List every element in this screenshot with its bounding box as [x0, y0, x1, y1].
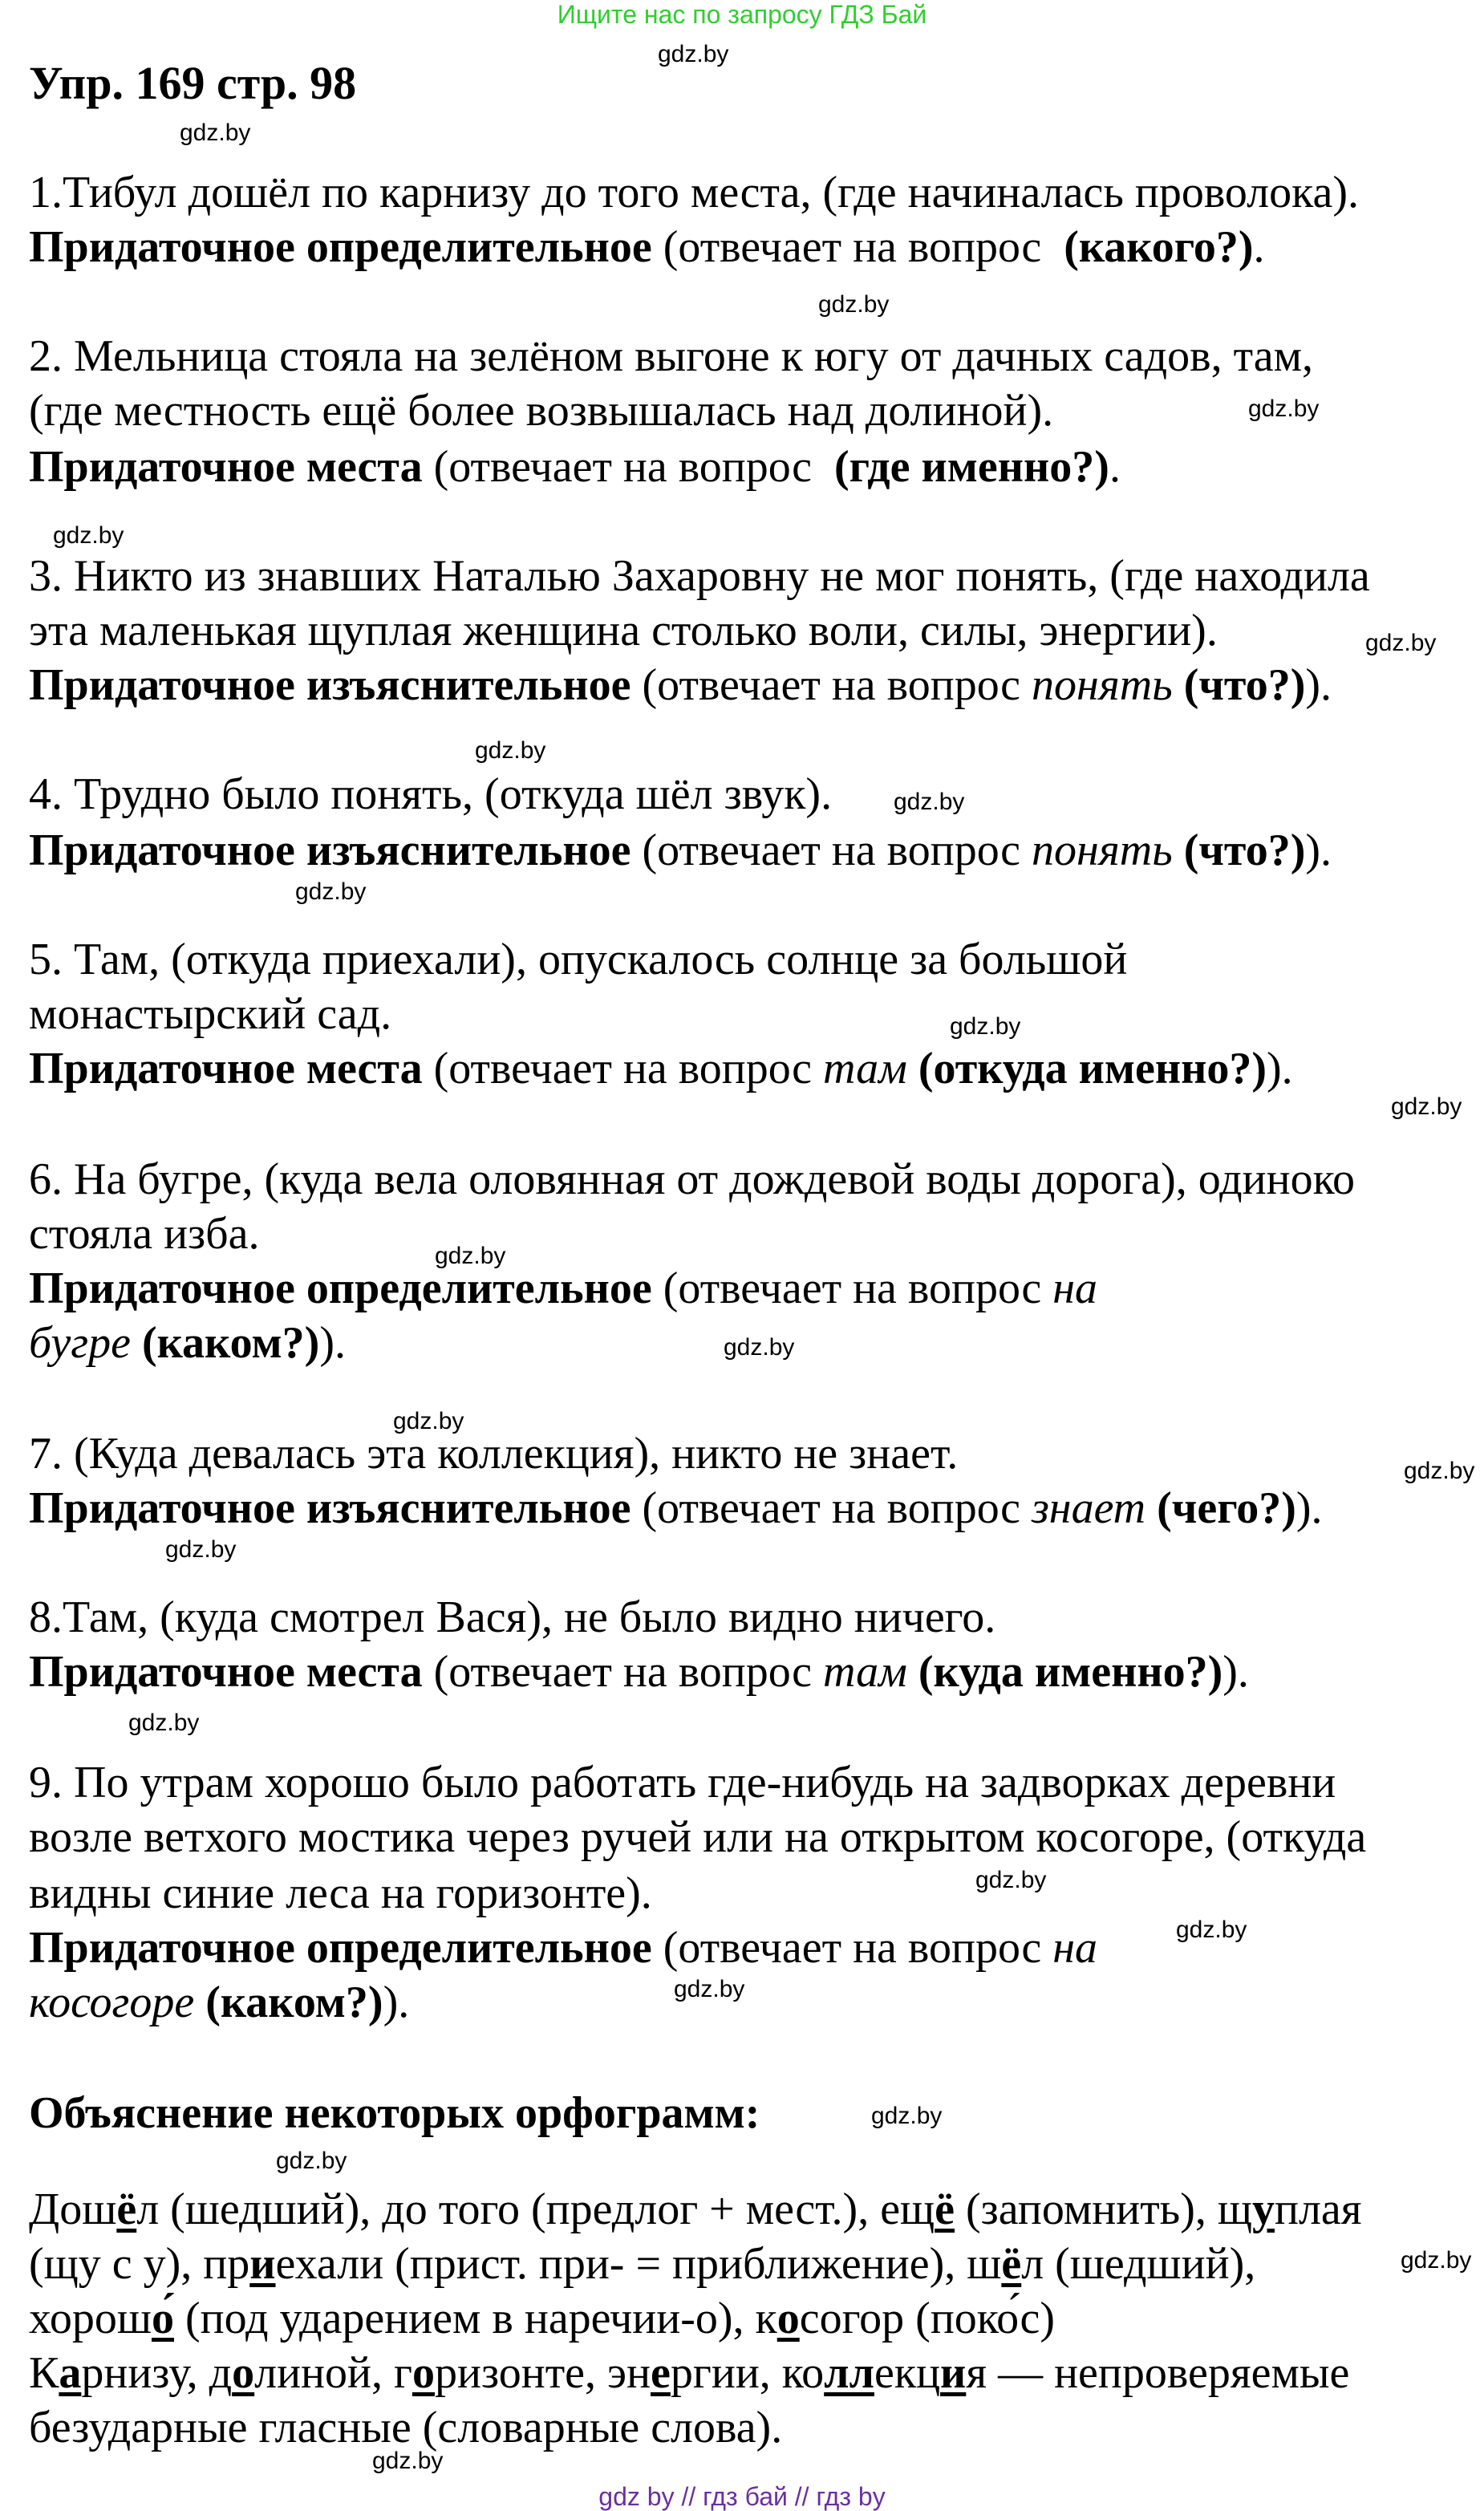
text-line [29, 767, 832, 821]
text-line [29, 1261, 1097, 1316]
text-line [29, 1041, 1293, 1096]
text: согор (поко́с) [799, 2294, 1056, 2343]
watermark: gdz.by [180, 120, 251, 146]
text: линой, г [254, 2348, 412, 2398]
bold-text: (откуда именно?) [918, 1044, 1267, 1093]
highlighted-letter: о [776, 2294, 800, 2343]
text: . [1253, 222, 1265, 272]
text: (щу с у), пр [29, 2239, 250, 2289]
watermark: gdz.by [1248, 396, 1320, 422]
highlighted-letter: о [232, 2348, 255, 2398]
watermark: gdz.by [950, 1013, 1021, 1040]
text: ризонте, эн [434, 2348, 651, 2398]
watermark: gdz.by [724, 1334, 795, 1361]
watermark: gdz.by [165, 1536, 237, 1563]
highlighted-letter: а [59, 2348, 82, 2398]
text: видны синие леса на горизонте). [29, 1868, 652, 1918]
watermark: gdz.by [818, 291, 890, 318]
bold-text: Придаточное места [29, 1647, 423, 1697]
text-line [29, 987, 391, 1041]
text: 2. Мельница стояла на зелёном выгоне к югу от дачных садов, там, [29, 331, 1314, 381]
text: Дош [29, 2184, 117, 2234]
highlighted-letter: е [651, 2348, 671, 2398]
search-banner: Ищите нас по запросу ГДЗ Бай [557, 0, 927, 29]
text [194, 1978, 205, 2027]
bold-text: (какого?) [1064, 222, 1254, 272]
text [1173, 660, 1184, 710]
text-line [29, 823, 1332, 878]
text-line [29, 383, 1053, 438]
highlighted-letter: ё [1001, 2239, 1022, 2289]
text: 4. Трудно было понять, (откуда шёл звук). [29, 769, 833, 819]
italic-text: на [1052, 1264, 1097, 1313]
text: (отвечает на вопрос [630, 826, 1032, 875]
text: (отвечает на вопрос [630, 1483, 1032, 1533]
watermark: gdz.by [1404, 1458, 1475, 1484]
text-line [29, 440, 1121, 494]
text-line [29, 1207, 260, 1261]
text: безударные гласные (словарные слова). [29, 2403, 783, 2452]
text: (под ударением в наречии-о), к [174, 2294, 777, 2343]
watermark: gdz.by [894, 789, 965, 815]
text: 5. Там, (откуда приехали), опускалось солнце за большой [29, 935, 1128, 984]
text: (отвечает на вопрос [422, 1044, 824, 1093]
watermark: gdz.by [871, 2103, 943, 2129]
text-line [29, 658, 1332, 712]
page-title: Упр. 169 стр. 98 [29, 57, 357, 109]
text: ехали (прист. при- = приближение), ш [275, 2239, 1002, 2289]
bold-text: Придаточное изъяснительное [29, 826, 631, 875]
watermark: gdz.by [475, 737, 546, 764]
bold-text: Придаточное определительное [29, 1923, 652, 1973]
text-line [29, 603, 1218, 658]
text: я — непроверяемые [966, 2348, 1350, 2398]
text: ргии, ко [670, 2348, 825, 2398]
text-line [29, 2237, 1255, 2291]
italic-text: понять [1031, 660, 1173, 710]
text-line [29, 329, 1313, 383]
text [131, 1318, 142, 1368]
text-line [29, 2346, 1349, 2400]
bold-text: (каком?) [141, 1318, 320, 1368]
text [1145, 1483, 1157, 1533]
highlighted-letter: ё [935, 2184, 955, 2234]
text: ). [383, 1978, 410, 2027]
text: ). [1295, 1483, 1323, 1533]
text [1173, 826, 1184, 875]
bold-text: (что?) [1183, 660, 1306, 710]
watermark: gdz.by [295, 878, 367, 905]
text: (отвечает на вопрос [651, 222, 1064, 272]
text-line [29, 549, 1370, 603]
italic-text: косогоре [29, 1978, 195, 2027]
highlighted-letter: у [1251, 2184, 1275, 2234]
watermark: gdz.by [1365, 630, 1437, 656]
italic-text: там [823, 1044, 907, 1093]
watermark: gdz.by [674, 1976, 745, 2002]
bold-text: (куда именно?) [918, 1647, 1223, 1697]
watermark: gdz.by [435, 1243, 506, 1269]
text: (запомнить), щ [955, 2184, 1252, 2234]
text-line [29, 2086, 760, 2140]
watermark: gdz.by [1401, 2247, 1472, 2274]
bold-text: (что?) [1183, 826, 1306, 875]
text: К [29, 2348, 59, 2398]
text: рнизу, д [81, 2348, 233, 2398]
text: эта маленькая щуплая женщина столько воли, силы, энергии). [29, 606, 1218, 655]
text: ). [319, 1318, 346, 1368]
text-line [29, 2182, 1362, 2237]
text-line [29, 1481, 1323, 1535]
text: 8.Там, (куда смотрел Вася), не было видно ничего. [29, 1592, 996, 1642]
text-line [29, 165, 1359, 220]
text: ). [1222, 1647, 1249, 1697]
italic-text: знает [1031, 1483, 1146, 1533]
text-line [29, 1590, 995, 1645]
watermark: gdz.by [53, 522, 124, 549]
text-line [29, 1316, 346, 1370]
highlighted-letter: и [940, 2348, 967, 2398]
italic-text: бугре [29, 1318, 131, 1368]
text-line [29, 932, 1127, 987]
italic-text: там [823, 1647, 907, 1697]
text: . [1109, 442, 1121, 492]
text: 3. Никто из знавших Наталью Захаровну не мог понять, (где находила [29, 551, 1370, 601]
watermark: gdz.by [393, 1408, 464, 1434]
text-line [29, 1810, 1366, 1864]
text-line [29, 2291, 1055, 2346]
text: возле ветхого мостика через ручей или на открытом косогоре, (откуда [29, 1812, 1367, 1862]
text-line [29, 1645, 1249, 1699]
italic-text: на [1052, 1923, 1097, 1973]
text: монастырский сад. [29, 989, 392, 1039]
bold-text: Придаточное определительное [29, 222, 652, 272]
watermark: gdz.by [658, 41, 729, 67]
highlighted-letter: о́ [152, 2294, 174, 2343]
text: 9. По утрам хорошо было работать где-нибудь на задворках деревни [29, 1758, 1336, 1807]
watermark: gdz.by [1176, 1917, 1247, 1943]
text-line [29, 1755, 1336, 1810]
bold-text: (каком?) [205, 1978, 383, 2027]
bold-text: Придаточное места [29, 442, 423, 492]
text [907, 1647, 918, 1697]
bold-text: Придаточное изъяснительное [29, 660, 631, 710]
highlighted-letter: ё [116, 2184, 137, 2234]
text-line [29, 1152, 1355, 1207]
text: (отвечает на вопрос [422, 1647, 824, 1697]
text: (отвечает на вопрос [422, 442, 835, 492]
text: 7. (Куда девалась эта коллекция), никто не знает. [29, 1429, 959, 1479]
watermark: gdz.by [975, 1867, 1047, 1893]
text: стояла изба. [29, 1209, 260, 1259]
text: 1.Тибул дошёл по карнизу до того места, (где начиналась проволока). [29, 168, 1359, 217]
watermark: gdz.by [372, 2448, 444, 2474]
text: хорош [29, 2294, 152, 2343]
text: (отвечает на вопрос [651, 1923, 1053, 1973]
watermark: gdz.by [276, 2148, 347, 2174]
highlighted-letter: лл [824, 2348, 875, 2398]
highlighted-letter: о [412, 2348, 435, 2398]
text: л (шедший), до того (предлог + мест.), ещ [136, 2184, 935, 2234]
text: 6. На бугре, (куда вела оловянная от дождевой воды дорога), одиноко [29, 1154, 1355, 1204]
text: ). [1305, 660, 1332, 710]
text: л (шедший), [1021, 2239, 1256, 2289]
bold-text: Придаточное определительное [29, 1264, 652, 1313]
watermark: gdz.by [1391, 1093, 1462, 1120]
text [907, 1044, 918, 1093]
text-line [29, 1921, 1097, 1975]
text: ). [1305, 826, 1332, 875]
bold-text: Объяснение некоторых орфограмм: [29, 2088, 760, 2138]
bold-text: (чего?) [1157, 1483, 1296, 1533]
text-line [29, 1866, 652, 1921]
italic-text: понять [1031, 826, 1173, 875]
watermark: gdz.by [128, 1710, 200, 1736]
text: плая [1274, 2184, 1362, 2234]
text: (отвечает на вопрос [630, 660, 1032, 710]
text-line [29, 220, 1264, 274]
text: (где местность ещё более возвышалась над долиной). [29, 386, 1054, 436]
text-line [29, 1975, 409, 2030]
text: (отвечает на вопрос [651, 1264, 1053, 1313]
footer-links: gdz by // гдз бай // гдз by [598, 2482, 886, 2511]
bold-text: Придаточное места [29, 1044, 423, 1093]
highlighted-letter: и [249, 2239, 276, 2289]
bold-text: (где именно?) [834, 442, 1109, 492]
text: ). [1267, 1044, 1293, 1093]
bold-text: Придаточное изъяснительное [29, 1483, 631, 1533]
text-line [29, 1426, 958, 1481]
text: екц [874, 2348, 941, 2398]
